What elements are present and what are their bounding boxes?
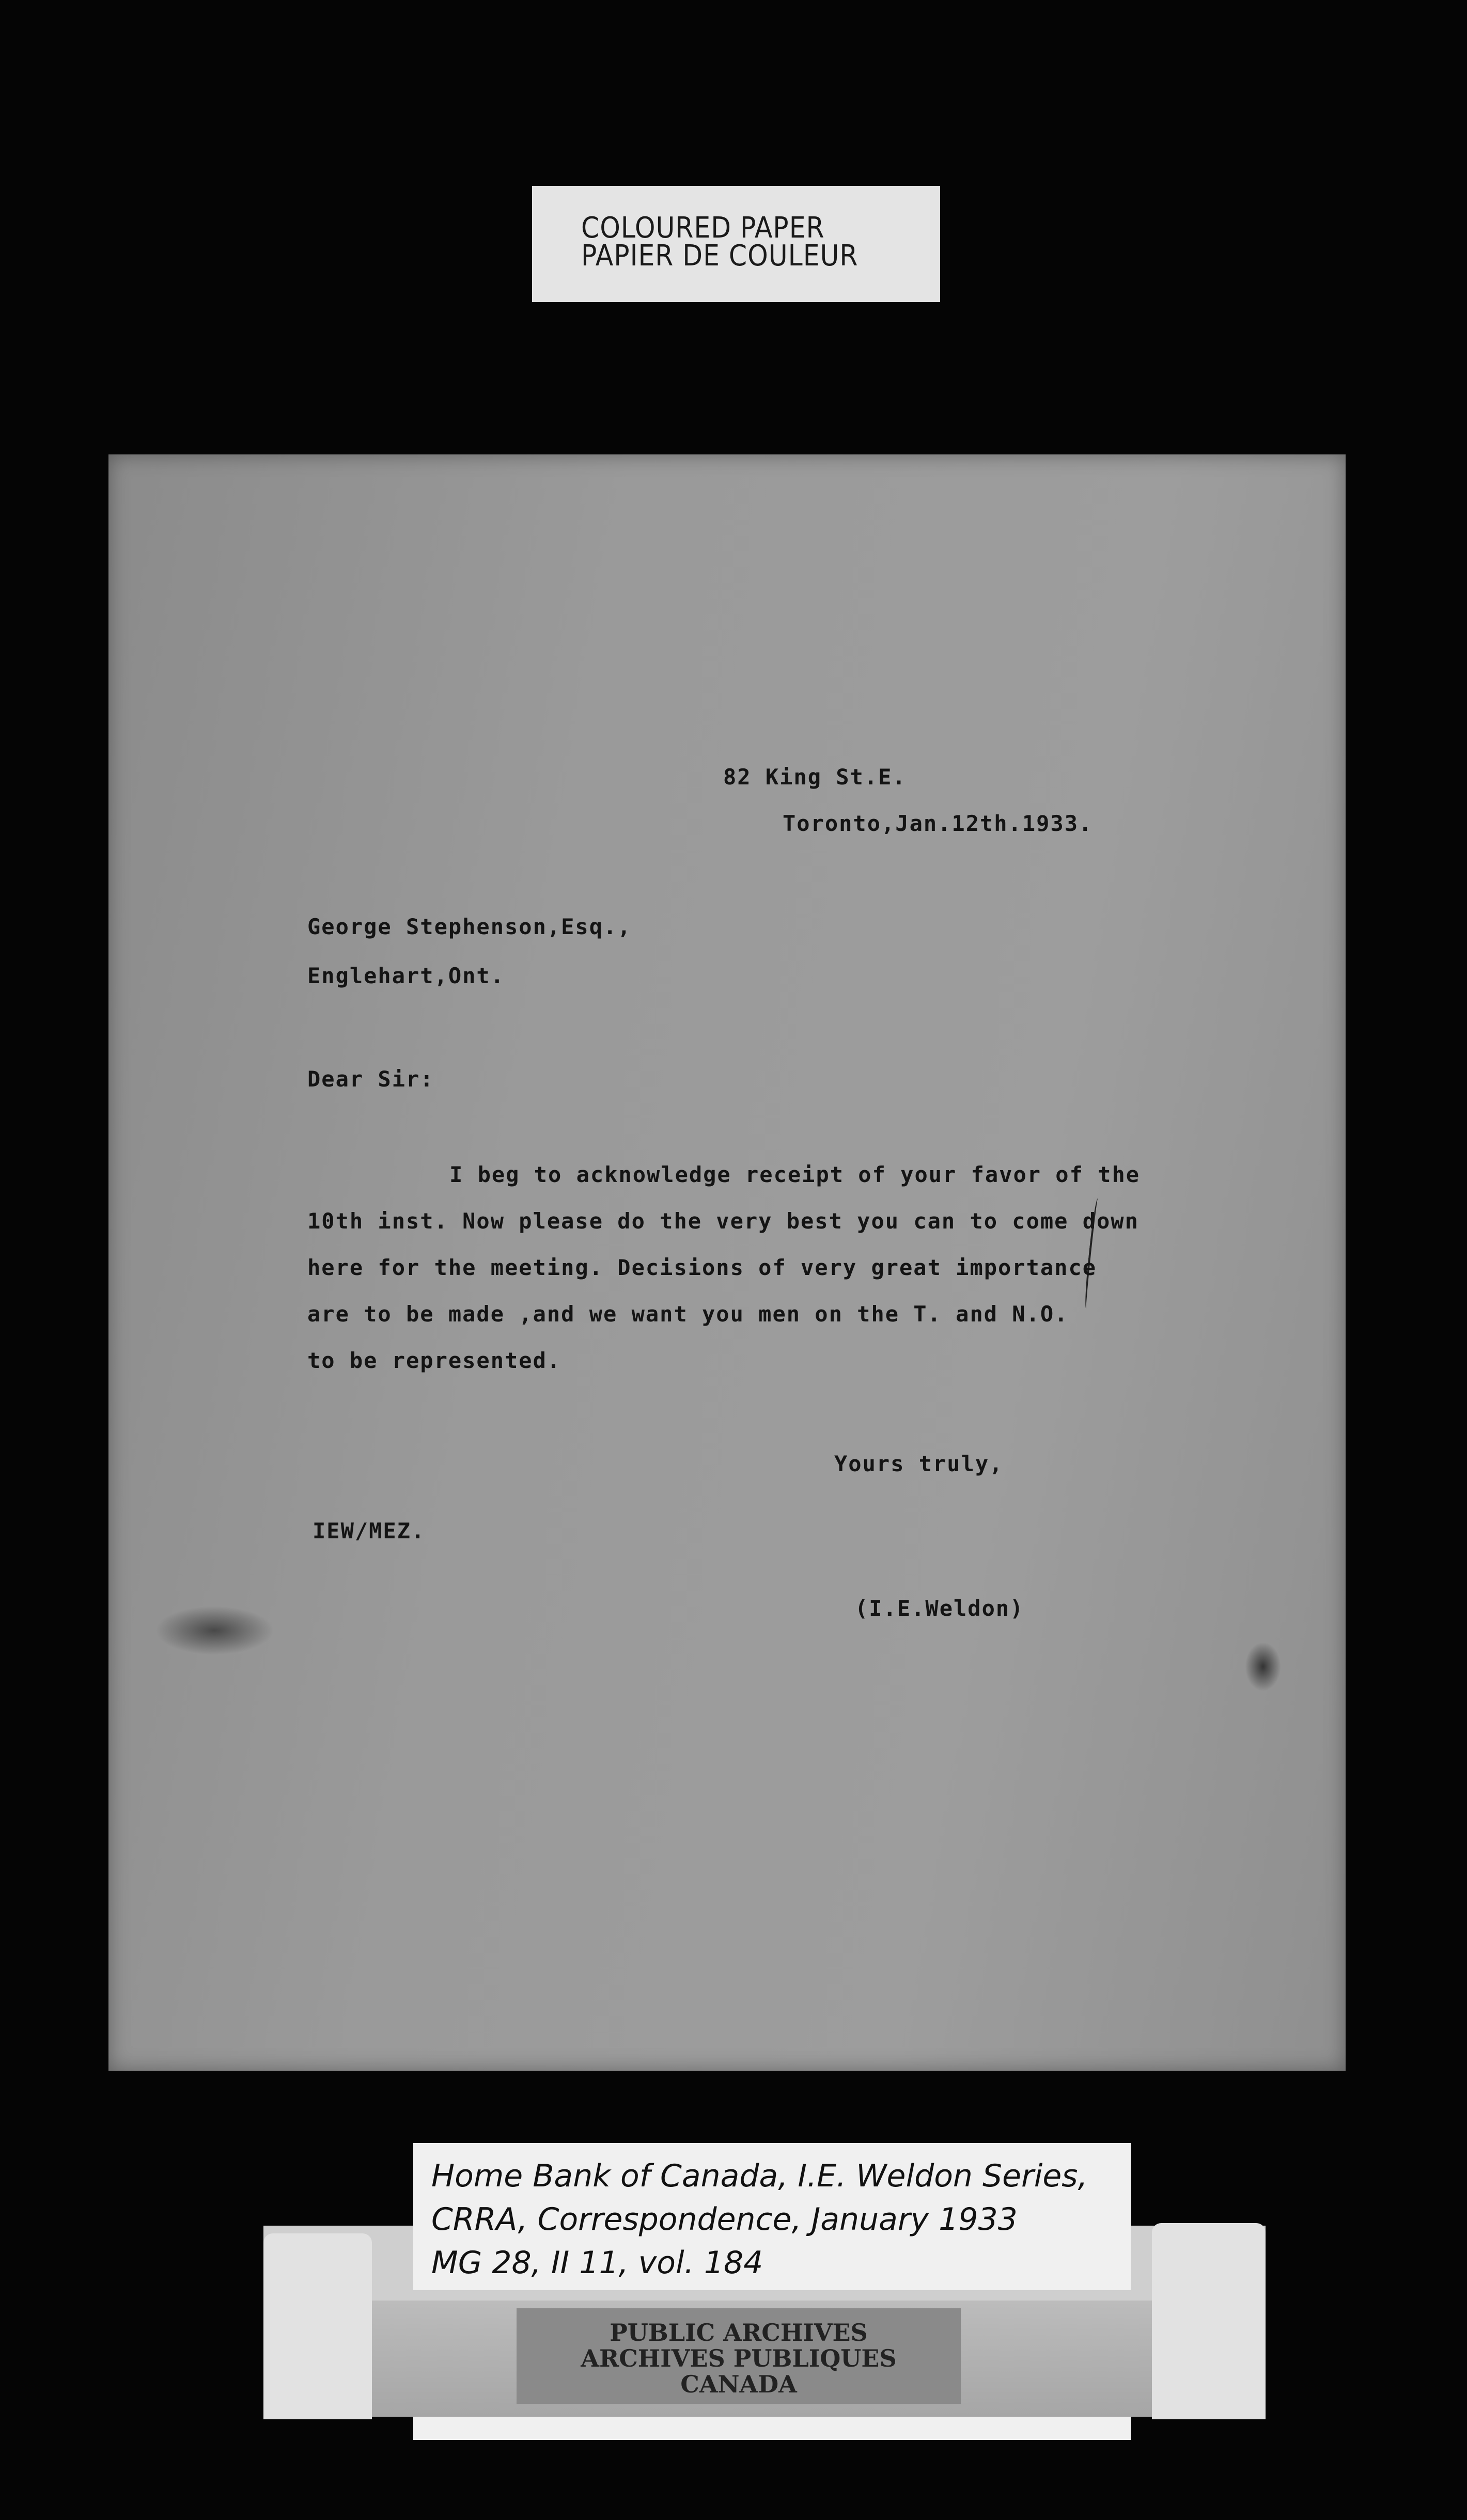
- note-line-3: MG 28, II 11, vol. 184: [431, 2245, 763, 2281]
- letter-date: Toronto,Jan.12th.1933.: [783, 811, 1093, 836]
- closing: Yours truly,: [834, 1451, 1004, 1476]
- recipient-name: George Stephenson,Esq.,: [307, 914, 632, 939]
- archive-reference-note: [413, 2143, 1131, 2290]
- body-line-2: 10th inst. Now please do the very best you can to come down: [307, 1208, 1139, 1234]
- recipient-place: Englehart,Ont.: [307, 963, 505, 988]
- stamp-line-2: ARCHIVES PUBLIQUES: [581, 2344, 897, 2372]
- note-line-1: Home Bank of Canada, I.E. Weldon Series,: [431, 2158, 1088, 2194]
- ink-smudge: [155, 1606, 274, 1655]
- typist-initials: IEW/MEZ.: [313, 1518, 426, 1544]
- note-line-2: CRRA, Correspondence, January 1933: [431, 2201, 1018, 2238]
- stamp-line-3: CANADA: [680, 2370, 797, 2398]
- signature: (I.E.Weldon): [855, 1596, 1024, 1621]
- paper-stain: [1245, 1642, 1281, 1691]
- envelope-flap-right: [1152, 2223, 1266, 2419]
- public-archives-stamp: [517, 2308, 961, 2404]
- body-line-4: are to be made ,and we want you men on the T. and N.O.: [307, 1301, 1069, 1327]
- salutation: Dear Sir:: [307, 1066, 434, 1092]
- letter-page: [108, 454, 1346, 2071]
- envelope-flap-left: [263, 2233, 372, 2419]
- body-line-3: here for the meeting. Decisions of very great importance: [307, 1255, 1097, 1280]
- coloured-paper-label: [532, 186, 940, 302]
- label-line-english: COLOURED PAPER: [581, 211, 825, 245]
- body-line-1: I beg to acknowledge receipt of your favor of the: [449, 1162, 1141, 1187]
- body-line-5: to be represented.: [307, 1348, 561, 1373]
- sender-address: 82 King St.E.: [723, 764, 907, 790]
- stamp-line-1: PUBLIC ARCHIVES: [610, 2319, 868, 2346]
- envelope-bottom-strip: [413, 2417, 1131, 2440]
- label-line-french: PAPIER DE COULEUR: [581, 239, 859, 273]
